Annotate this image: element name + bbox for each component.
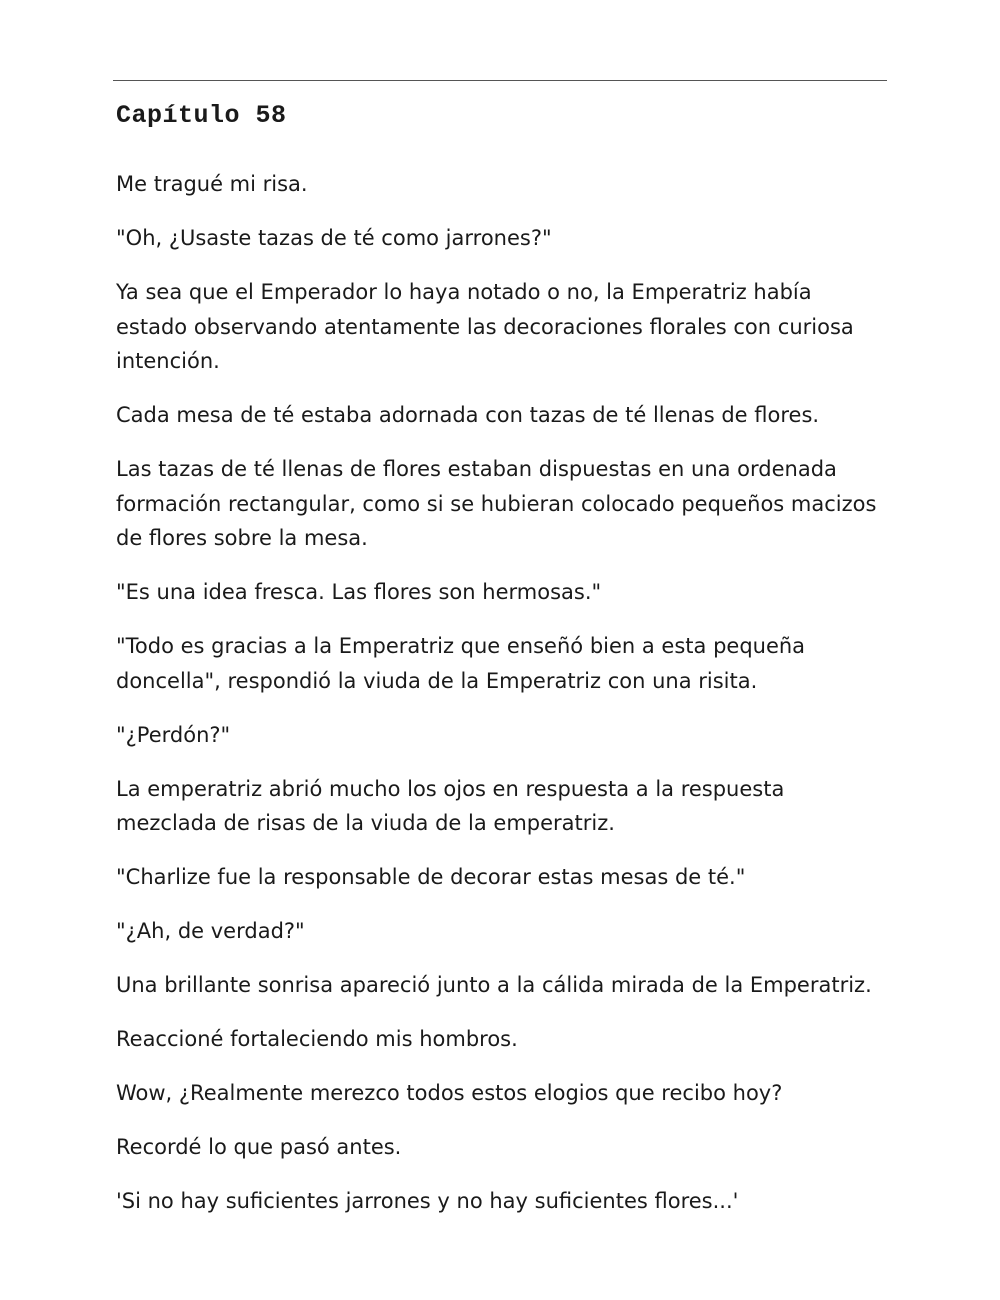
paragraph: "Oh, ¿Usaste tazas de té como jarrones?" — [116, 226, 552, 250]
paragraph: La emperatriz abrió mucho los ojos en respuesta a la respuesta mezclada de risas de la viuda de la emperatriz. — [116, 776, 785, 835]
paragraph: Una brillante sonrisa apareció junto a la cálida mirada de la Emperatriz. — [116, 973, 872, 997]
chapter-body — [116, 167, 891, 1238]
paragraph: "Charlize fue la responsable de decorar estas mesas de té." — [116, 865, 746, 889]
header-rule — [113, 80, 887, 81]
paragraph: Me tragué mi risa. — [116, 172, 308, 196]
paragraph: Recordé lo que pasó antes. — [116, 1135, 402, 1159]
paragraph: "¿Perdón?" — [116, 722, 231, 747]
paragraph: "Todo es gracias a la Emperatriz que enseñó bien a esta pequeña doncella", respondió la viuda de la Emperatriz con una risita. — [116, 634, 806, 693]
paragraph: 'Si no hay suficientes jarrones y no hay suficientes flores...' — [116, 1189, 739, 1213]
paragraph: "Es una idea fresca. Las flores son hermosas." — [116, 580, 602, 604]
paragraph: Ya sea que el Emperador lo haya notado o no, la Emperatriz había estado observando atentamente las decoraciones florales con curiosa intención. — [116, 280, 854, 373]
paragraph: Cada mesa de té estaba adornada con tazas de té llenas de flores. — [116, 403, 820, 427]
paragraph: "¿Ah, de verdad?" — [116, 919, 305, 943]
paragraph: Reaccioné fortaleciendo mis hombros. — [116, 1027, 518, 1051]
paragraph: Las tazas de té llenas de flores estaban dispuestas en una ordenada formación rectangular, como si se hubieran colocado pequeños macizos de flores sobre la mesa. — [116, 457, 877, 550]
chapter-title: Capítulo 58 — [116, 101, 287, 130]
paragraph: Wow, ¿Realmente merezco todos estos elogios que recibo hoy? — [116, 1081, 783, 1105]
